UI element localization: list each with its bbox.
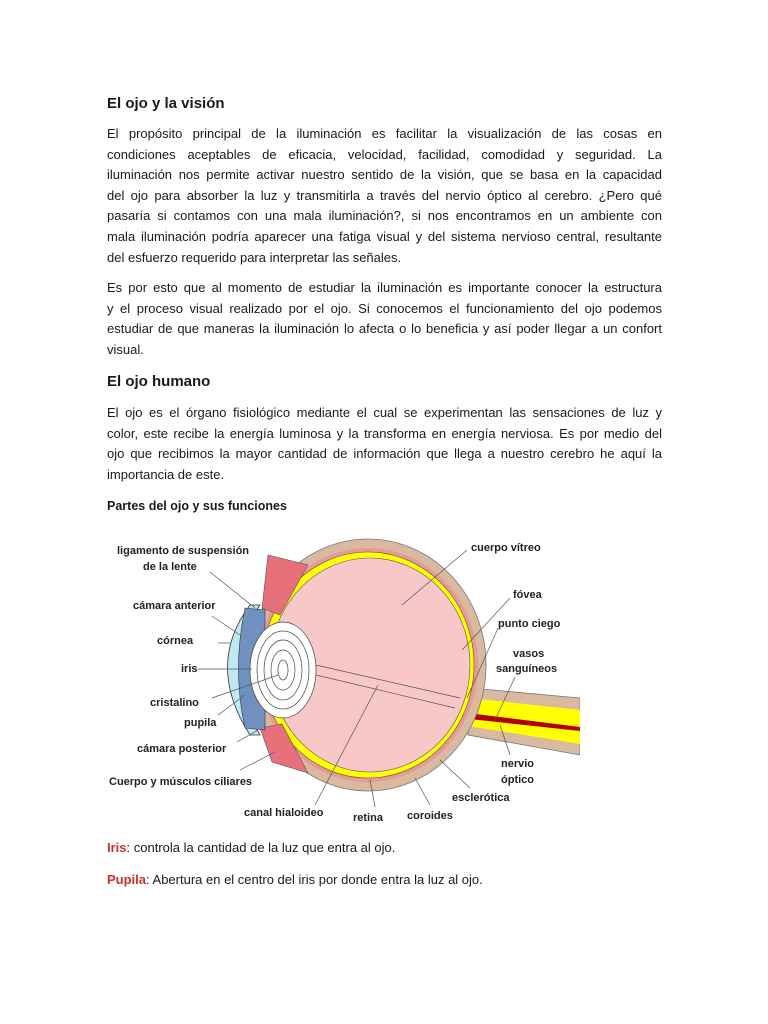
label-cuerpo-vitreo: cuerpo vítreo (471, 542, 541, 554)
label-coroides: coroides (407, 810, 453, 822)
label-cristalino: cristalino (150, 697, 199, 709)
text-line: visual. (107, 341, 144, 357)
text-line: y el proceso visual realizado por el ojo. Si conocemos el funcionamiento del ojo podemos (107, 300, 662, 316)
label-vasos: vasos (513, 648, 545, 660)
label-camara-posterior: cámara posterior (137, 743, 227, 755)
label-optico: óptico (501, 774, 534, 786)
text-line: Es por esto que al momento de estudiar la iluminación es importante conocer la estructura (107, 280, 662, 295)
section-title-2: El ojo humano (107, 373, 211, 390)
label-cornea: córnea (157, 635, 194, 647)
label-canal: canal hialoideo (244, 807, 324, 819)
label-punto-ciego: punto ciego (498, 618, 561, 630)
label-camara-anterior: cámara anterior (133, 600, 216, 612)
label-fovea: fóvea (513, 589, 542, 601)
text-line: importancia de este. (107, 466, 225, 482)
section-title: El ojo y la visión (107, 95, 225, 112)
text-line: pasaría si contamos con una mala iluminación?, si nos encontramos en un ambiente con (107, 208, 662, 224)
label-pupila: pupila (184, 717, 217, 729)
definition-text: : controla la cantidad de la luz que entra al ojo. (126, 840, 396, 855)
paragraph-3 (107, 403, 662, 485)
eye-diagram (100, 530, 580, 830)
definition-text: : Abertura en el centro del iris por donde entra la luz al ojo. (146, 872, 483, 887)
text-line: El propósito principal de la iluminación es facilitar la visualización de las cosas en (107, 126, 662, 141)
text-line: ojo que recibimos la mayor cantidad de información que llega a nuestro cerebro he aquí la (107, 446, 662, 462)
label-iris: iris (181, 663, 198, 675)
label-ligamento: ligamento de suspensión (117, 545, 250, 557)
paragraph-2 (107, 278, 662, 360)
definition-iris (107, 840, 395, 855)
label-esclerotica: esclerótica (452, 792, 510, 804)
text-line: del ojo para absorber la luz y transmitirla a través del nervio óptico al cerebro. ¿Pero qué (107, 187, 662, 203)
label-ciliares: Cuerpo y músculos ciliares (109, 776, 253, 788)
text-line: color, este recibe la energía luminosa y la transforma en energía nerviosa. Es por medio del (107, 425, 662, 441)
text-line: iluminación nos permite activar nuestro sentido de la visión, que se basa en la capacidad (107, 167, 662, 183)
term: Iris (107, 840, 127, 855)
text-line: estudiar de que maneras la iluminación lo afecta o lo beneficia y así poder llegar a un confort (107, 321, 662, 337)
label-nervio: nervio (501, 758, 535, 770)
label-retina: retina (353, 812, 383, 824)
label-ligamento-2: de la lente (143, 561, 197, 573)
definition-pupila (107, 872, 483, 887)
text-line: mala iluminación podría aparecer una fatiga visual y del sistema nervioso central, resultante (107, 228, 662, 244)
subheading: Partes del ojo y sus funciones (107, 499, 287, 513)
text-line: del esfuerzo requerido para interpretar las señales. (107, 249, 402, 265)
text-line: El ojo es el órgano fisiológico mediante el cual se experimentan las sensaciones de luz y (107, 405, 662, 420)
text-line: condiciones aceptables de eficacia, velocidad, facilidad, comodidad y seguridad. La (107, 146, 662, 162)
paragraph-1 (107, 124, 662, 268)
label-sanguineos: sanguíneos (496, 663, 558, 675)
term: Pupila (107, 872, 147, 887)
